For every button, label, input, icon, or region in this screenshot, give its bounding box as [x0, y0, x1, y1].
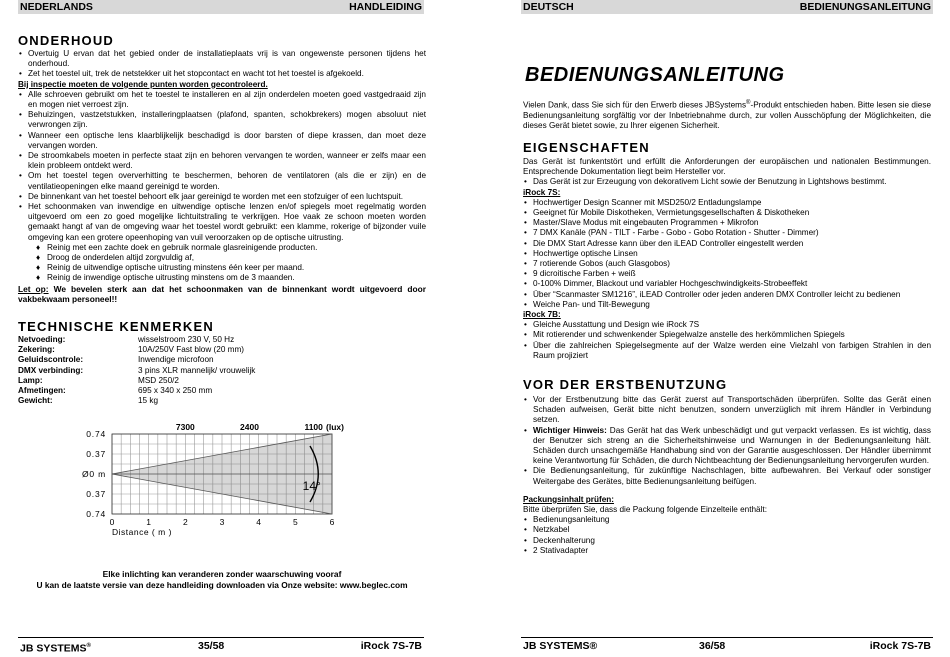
spec-key: DMX verbinding:: [18, 365, 84, 375]
lux-value-label: 2400: [240, 422, 259, 432]
spec-row: [18, 376, 318, 386]
vor-item-3: • Die Bedienungsanleitung, für zukünftige Nachschlagen, bitte aufbewahren. Bei Verkauf oder sonstiger Weitergabe des Gerätes, bitte Bedienungsanleitung beifügen.: [523, 466, 931, 486]
list-item: • 9 dicroitische Farben + weiß: [523, 269, 931, 279]
features-body: [523, 157, 931, 361]
inspection-heading: Bij inspectie moeten de volgende punten worden gecontroleerd.: [18, 79, 268, 89]
list-item: • Weiche Pan- und Tilt-Bewegung: [523, 300, 931, 310]
package-intro: Bitte überprüfen Sie, dass die Packung folgende Einzelteile enthält:: [523, 505, 767, 515]
notice-line-2: U kan de laatste versie van deze handleiding downloaden via Onze website: www.beglec.com: [36, 580, 408, 590]
spec-key: Gewicht:: [18, 396, 53, 406]
list-item: • Geeignet für Mobile Diskotheken, Vermietungsgesellschaften & Diskotheken: [523, 208, 931, 218]
sub-list-item: ♦ Reinig met een zachte doek en gebruik normale glasreinigende producten.: [36, 243, 426, 253]
list-item: • Om het toestel tegen oververhitting te beschermen, behoren de ventilatoren (als die er zijn) en de ventilatieopeningen elke maand gereinigd te worden.: [18, 171, 426, 191]
footer-model: iRock 7S-7B: [360, 640, 422, 652]
left-page-footer: [18, 637, 424, 655]
header-doc-title: HANDLEIDING: [349, 1, 422, 13]
left-page-header: [18, 0, 424, 14]
y-tick-label: 0.37: [86, 449, 106, 459]
list-item: • Mit rotierender und schwenkender Spiegelwalze anstelle des herkömmlichen Spiegels: [523, 330, 931, 340]
notice-line-1: Elke inlichting kan veranderen zonder waarschuwing vooraf: [102, 569, 342, 579]
x-tick-label: 5: [292, 517, 298, 527]
header-language: NEDERLANDS: [20, 1, 93, 13]
package-item: • Netzkabel: [523, 525, 931, 535]
spec-key: Netvoeding:: [18, 335, 66, 344]
spec-value: 3 pins XLR mannelijk/ vrouwelijk: [138, 365, 256, 375]
list-item: • Zet het toestel uit, trek de netstekker uit het stopcontact en wacht tot het toestel is afgekoeld.: [18, 69, 426, 79]
vor-list: [523, 395, 931, 487]
spec-row: [18, 396, 318, 406]
section-title-vor: VOR DER ERSTBENUTZUNG: [523, 377, 728, 392]
list-item: • Master/Slave Modus mit eingebauten Programmen + Mikrofon: [523, 218, 931, 228]
list-item: • Die DMX Start Adresse kann über den iLEAD Controller eingestellt werden: [523, 239, 931, 249]
beam-chart: [70, 418, 360, 543]
section-title-tech: TECHNISCHE KENMERKEN: [18, 319, 214, 334]
spec-row: [18, 386, 318, 396]
x-tick-label: 3: [219, 517, 225, 527]
cleaning-sublist: [36, 243, 426, 284]
list-item: • Overtuig U ervan dat het gebied onder de installatieplaats vrij is van ongewenste personen tijdens het onderhoud.: [18, 49, 426, 69]
spec-key: Geluidscontrole:: [18, 355, 84, 365]
letop-note: [18, 284, 426, 304]
intro-paragraph: Vielen Dank, dass Sie sich für den Erwerb dieses JBSystems®-Produkt entschieden haben. Bitte lesen sie diese Bedienungsanleitung sorgfältig vor der Inbetriebnahme durch, zur vollen Ausschöpfung der Möglichkeiten, die dieses Gerät bietet sowie, zu Ihrer eigenen Sicherheit.: [523, 100, 931, 131]
y-tick-label: 0.37: [86, 489, 106, 499]
spec-row: [18, 366, 318, 376]
list-item: • 7 rotierende Gobos (auch Glasgobos): [523, 259, 931, 269]
list-item: • De stroomkabels moeten in perfecte staat zijn en behoren vervangen te worden, wanneer er zelfs maar een klein probleem ontdekt werd.: [18, 151, 426, 171]
package-list: [523, 515, 931, 556]
section-title-onderhoud: ONDERHOUD: [18, 33, 115, 48]
package-item: • 2 Stativadapter: [523, 546, 931, 556]
spec-value: 10A/250V Fast blow (20 mm): [138, 345, 245, 355]
header-doc-title: BEDIENUNGSANLEITUNG: [799, 1, 931, 13]
section-title-eigenschaften: EIGENSCHAFTEN: [523, 140, 650, 155]
header-language: DEUTSCH: [523, 1, 574, 13]
irock7b-heading: iRock 7B:: [523, 310, 561, 320]
footer-brand: JB SYSTEMS®: [523, 640, 598, 652]
sub-list-item: ♦ Reinig de inwendige optische uitrusting minstens om de 3 maanden.: [36, 273, 426, 283]
list-item: • Alle schroeven gebruikt om het te toestel te installeren en al zijn onderdelen moeten goed vastgedraaid zijn en mogen niet verroest zijn.: [18, 90, 426, 110]
lux-value-label: 7300: [175, 422, 195, 432]
spec-key: Zekering:: [18, 345, 55, 355]
footer-brand: JB SYSTEMS®: [20, 642, 91, 655]
onderhoud-body: [18, 49, 426, 304]
spec-table: [18, 335, 318, 407]
right-page-header: [521, 0, 933, 14]
list-item: • Het schoonmaken van inwendige en uitwendige optische lenzen en/of spiegels moet regelmatig worden uitgevoerd om een zo goed mogelijke lichtuitstraling te verkrijgen. Hoe vaak ze schoon moeten worden gemaakt hangt af van de omgeving waar het toestel wordt gebruikt: een klamme, rokerige of bijzonder vuile omgeving kan een grotere opeenhoping van vuil veroorzaken op de optische uitrusting.: [18, 202, 426, 243]
left-page: [0, 0, 475, 654]
spec-row: [18, 335, 318, 345]
vor-item-1: • Vor der Erstbenutzung bitte das Gerät zuerst auf Transportschäden überprüfen. Sollte das Gerät einen Schaden aufweisen, Gerät bitte nicht benutzen, sondern unverzüglich mit ihrem Händler in Verbindung setzen.: [523, 395, 931, 426]
notice-block: [18, 569, 426, 591]
package-item: • Bedienungsanleitung: [523, 515, 931, 525]
main-title: BEDIENUNGSANLEITUNG: [525, 64, 785, 86]
right-page: [475, 0, 950, 654]
package-heading: Packungsinhalt prüfen:: [523, 494, 614, 504]
y-tick-label: 0.74: [86, 429, 106, 439]
lux-unit-label: (lux): [326, 422, 344, 432]
features-list-7b: [523, 320, 931, 361]
spec-value: 695 x 340 x 250 mm: [138, 386, 213, 395]
x-tick-label: 0: [109, 517, 115, 527]
y-tick-label: Ø0 m: [82, 469, 106, 479]
irock7s-heading: iRock 7S:: [523, 187, 561, 197]
vor-body: [523, 395, 931, 556]
list-item: • Hochwertige optische Linsen: [523, 249, 931, 259]
features-para: Das Gerät ist funkentstört und erfüllt die Anforderungen der europäischen und nationalen Bestimmungen. Entsprechende Dokumentation liegt beim Hersteller vor.: [523, 157, 931, 177]
features-list-general: [523, 177, 931, 187]
sub-list-item: ♦ Droog de onderdelen altijd zorgvuldig af,: [36, 253, 426, 263]
y-tick-label: 0.74: [86, 509, 106, 519]
x-axis-label: Distance ( m ): [112, 527, 172, 537]
features-list-7s: [523, 198, 931, 310]
list-item: • Über die zahlreichen Spiegelsegmente auf der Walze werden eine Vielzahl von farbigen Strahlen in den Raum projiziert: [523, 341, 931, 361]
sub-list-item: ♦ Reinig de uitwendige optische uitrusting minstens één keer per maand.: [36, 263, 426, 273]
beam-angle-label: 14°: [302, 479, 321, 493]
package-item: • Deckenhalterung: [523, 536, 931, 546]
list-item: • Hochwertiger Design Scanner mit MSD250/2 Entladungslampe: [523, 198, 931, 208]
spec-value: wisselstroom 230 V, 50 Hz: [138, 335, 235, 344]
footer-page-number: 36/58: [699, 640, 726, 652]
list-item: • Wanneer een optische lens klaarblijkelijk beschadigd is door barsten of diepe krassen, dan moet deze vervangen worden.: [18, 131, 426, 151]
lux-value-label: 1100: [304, 422, 323, 432]
x-tick-label: 1: [146, 517, 152, 527]
x-tick-label: 2: [182, 517, 188, 527]
onderhoud-list-a: [18, 49, 426, 80]
vor-item-2: • Wichtiger Hinweis: Das Gerät hat das Werk unbeschädigt und gut verpackt verlassen. Es ist wichtig, dass der Benutzer sich streng an die Sicherheitshinweise und Warnungen in der Bedienungsanleitung hält. Schäden durch unsachgemäße Handhabung sind von der Garantie ausgeschlossen. Der Händler übernimmt keine Verantwortung für Schäden, die durch Nichtbeachtung der Bedienungsanleitung hervorgerufen wurden.: [523, 426, 931, 467]
list-item: • 0-100% Dimmer, Blackout und variabler Hochgeschwindigkeits-Strobeeffekt: [523, 279, 931, 289]
list-item: • Das Gerät ist zur Erzeugung von dekorativem Licht sowie der Benutzung in Lightshows bestimmt.: [523, 177, 931, 187]
spec-row: [18, 345, 318, 355]
spec-key: Lamp:: [18, 375, 43, 385]
right-page-footer: [521, 637, 933, 655]
x-tick-label: 6: [329, 517, 335, 527]
spec-row: [18, 355, 318, 365]
letop-text: We bevelen sterk aan dat het schoonmaken van de binnenkant wordt uitgevoerd door vakbekwaam personeel!!: [18, 283, 426, 304]
list-item: • 7 DMX Kanäle (PAN - TILT - Farbe - Gobo - Gobo Rotation - Shutter - Dimmer): [523, 228, 931, 238]
list-item: • Über “Scanmaster SM1216”, iLEAD Controller oder jeden anderen DMX Controller leicht zu bedienen: [523, 290, 931, 300]
spec-value: 15 kg: [138, 396, 159, 406]
spec-key: Afmetingen:: [18, 386, 66, 395]
onderhoud-list-b: [18, 90, 426, 243]
spec-value: MSD 250/2: [138, 375, 179, 385]
list-item: • Gleiche Ausstattung und Design wie iRock 7S: [523, 320, 931, 330]
x-tick-label: 4: [256, 517, 262, 527]
list-item: • De binnenkant van het toestel behoort elk jaar gereinigd te worden met een stofzuiger of een luchtspuit.: [18, 192, 426, 202]
list-item: • Behuizingen, vastzetstukken, installeringplaatsen (plafond, spanten, schokbrekers) mogen absoluut niet verwrongen zijn.: [18, 110, 426, 130]
spec-value: Inwendige microfoon: [138, 355, 214, 365]
footer-page-number: 35/58: [198, 640, 225, 652]
footer-model: iRock 7S-7B: [869, 640, 931, 652]
letop-label: Let op:: [18, 283, 49, 294]
